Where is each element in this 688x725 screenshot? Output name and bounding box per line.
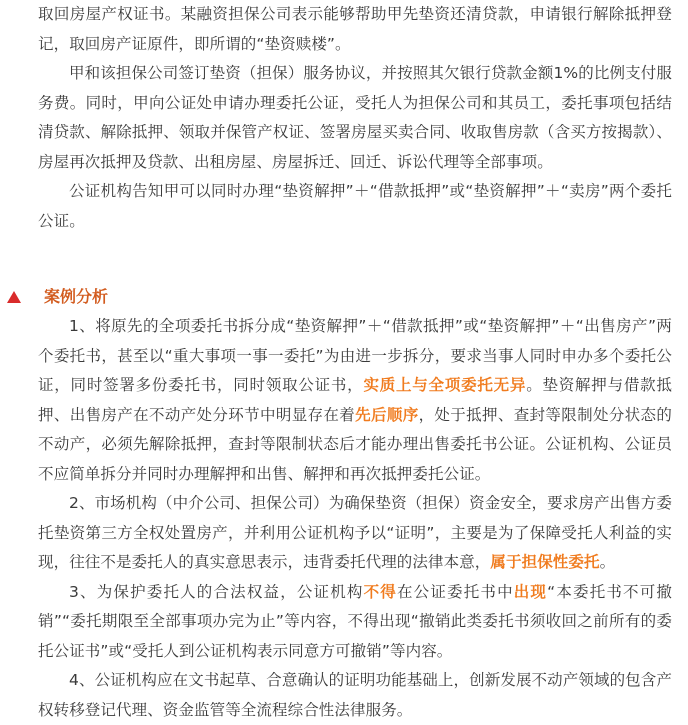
- analysis-item-3: [38, 578, 672, 667]
- analysis-item-3-text-c: “本委托书不可撤销”“委托期限至全部事项办完为止”等内容，不得出现“撤销此类委托书须收回之前所有的委托公证书”或“受托人到公证机构表示同意方可撤销”等内容。: [38, 582, 673, 660]
- analysis-item-3-highlight-2: 出现: [513, 582, 548, 601]
- analysis-item-1-highlight-1: 实质上与全项委托无异: [363, 376, 527, 394]
- analysis-item-1-text-c: ，处于抵押、查封等限制处分状态的不动产，必须先解除抵押，查封等限制状态后才能办理出售委托书公证。公证机构、公证员不应简单拆分并同时办理解押和出售、解押和再次抵押委托公证。: [38, 405, 672, 483]
- analysis-item-1-text-b: 。垫资解押与借款抵押、出售房产在不动产处分环节中明显存在着: [38, 376, 672, 424]
- analysis-item-3-highlight-1: 不得: [363, 582, 397, 601]
- section-title: 案例分析: [44, 287, 109, 306]
- case-analysis: [38, 312, 672, 725]
- triangle-marker-icon: [7, 291, 21, 303]
- analysis-item-4: 4、公证机构应在文书起草、合意确认的证明功能基础上，创新发展不动产领域的包含产权转移登记代理、资金监管等全流程综合性法律服务。: [38, 671, 672, 719]
- analysis-item-3-text-a: 3、为保护委托人的合法权益，公证机构: [69, 582, 364, 601]
- analysis-item-2-text-b: 。: [599, 553, 616, 571]
- analysis-item-1-text-a: 1、将原先的全项委托书拆分成“垫资解押”＋“借款抵押”或“垫资解押”＋“出售房产”两个委托书，甚至以“重大事项一事一委托”为由进一步拆分，要求当事人同时申办多个委托公证，同时签署多份委托书，同时领取公证书，: [38, 317, 672, 394]
- intro-paragraph-1: 取回房屋产权证书。某融资担保公司表示能够帮助甲先垫资还清贷款，申请银行解除抵押登记，取回房产证原件，即所谓的“垫资赎楼”。: [38, 5, 672, 53]
- analysis-item-1: [38, 312, 672, 489]
- analysis-item-1-highlight-2: 先后顺序: [355, 405, 419, 424]
- analysis-item-3-text-b: 在公证委托书中: [396, 582, 514, 601]
- intro-paragraph-2: 甲和该担保公司签订垫资（担保）服务协议，并按照其欠银行贷款金额1%的比例支付服务费。同时，甲向公证处申请办理委托公证，受托人为担保公司和其员工，委托事项包括结清贷款、解除抵押、领取并保管产权证、签署房屋买卖合同、收取售房款（含买方按揭款）、房屋再次抵押及贷款、出租房屋、房屋拆迁、回迁、诉讼代理等全部事项。: [38, 64, 672, 171]
- analysis-item-2: [38, 489, 672, 578]
- analysis-item-2-text-a: 2、市场机构（中介公司、担保公司）为确保垫资（担保）资金安全，要求房产出售方委托垫资第三方全权处置房产，并利用公证机构予以“证明”，主要是为了保障受托人利益的实现，往往不是委托人的真实意思表示，违背委托代理的法律本意，: [38, 494, 672, 571]
- section-header: [0, 282, 688, 312]
- analysis-item-2-highlight: 属于担保性委托: [490, 553, 600, 571]
- intro-paragraph-3: 公证机构告知甲可以同时办理“垫资解押”＋“借款抵押”或“垫资解押”＋“卖房”两个委托公证。: [38, 182, 672, 230]
- case-intro: [38, 0, 672, 236]
